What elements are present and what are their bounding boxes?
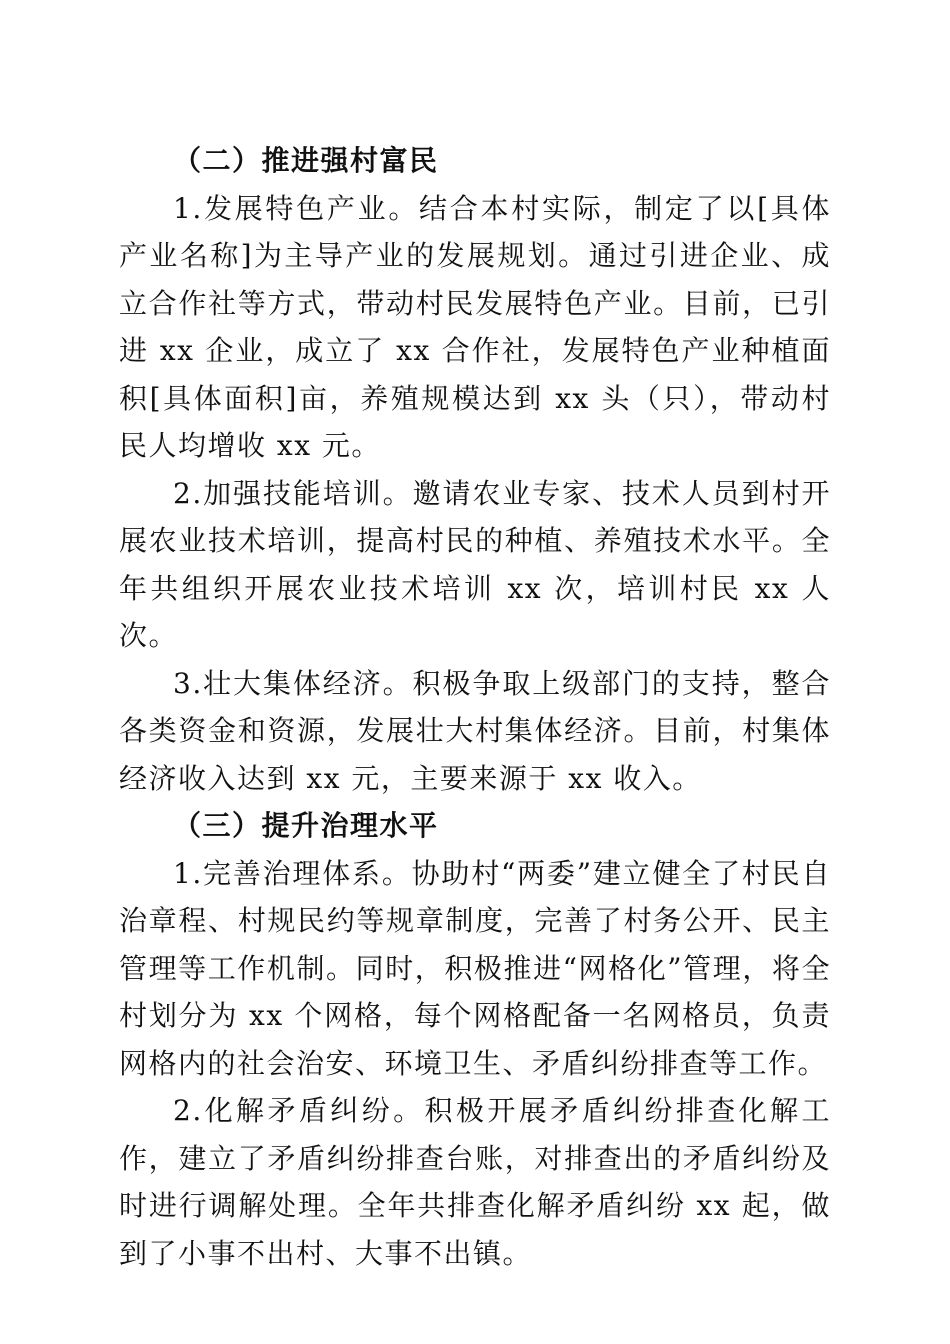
section-heading: （二）推进强村富民 <box>173 144 439 177</box>
paragraph: 1.完善治理体系。协助村“两委”建立健全了村民自治章程、村规民约等规章制度，完善了村务公开、民主管理等工作机制。同时，积极推进“网格化”管理，将全村划分为 xx 个网格，每个网格配备一名网格员，负责网格内的社会治安、环境卫生、矛盾纠纷排查等工作。 <box>119 856 831 1080</box>
paragraph: 2.化解矛盾纠纷。积极开展矛盾纠纷排查化解工作，建立了矛盾纠纷排查台账，对排查出的矛盾纠纷及时进行调解处理。全年共排查化解矛盾纠纷 xx 起，做到了小事不出村、大事不出镇。 <box>119 1094 831 1270</box>
paragraph: 3.壮大集体经济。积极争取上级部门的支持，整合各类资金和资源，发展壮大村集体经济。目前，村集体经济收入达到 xx 元，主要来源于 xx 收入。 <box>119 666 831 795</box>
document-body <box>119 137 831 1277</box>
section-heading: （三）提升治理水平 <box>173 809 439 842</box>
paragraph: 2.加强技能培训。邀请农业专家、技术人员到村开展农业技术培训，提高村民的种植、养殖技术水平。全年共组织开展农业技术培训 xx 次，培训村民 xx 人次。 <box>119 476 831 652</box>
paragraph: 1.发展特色产业。结合本村实际，制定了以[具体产业名称]为主导产业的发展规划。通过引进企业、成立合作社等方式，带动村民发展特色产业。目前，已引进 xx 企业，成立了 xx 合作社，发展特色产业种植面积[具体面积]亩，养殖规模达到 xx 头（只），带动村民人均增收 xx 元。 <box>119 191 831 462</box>
